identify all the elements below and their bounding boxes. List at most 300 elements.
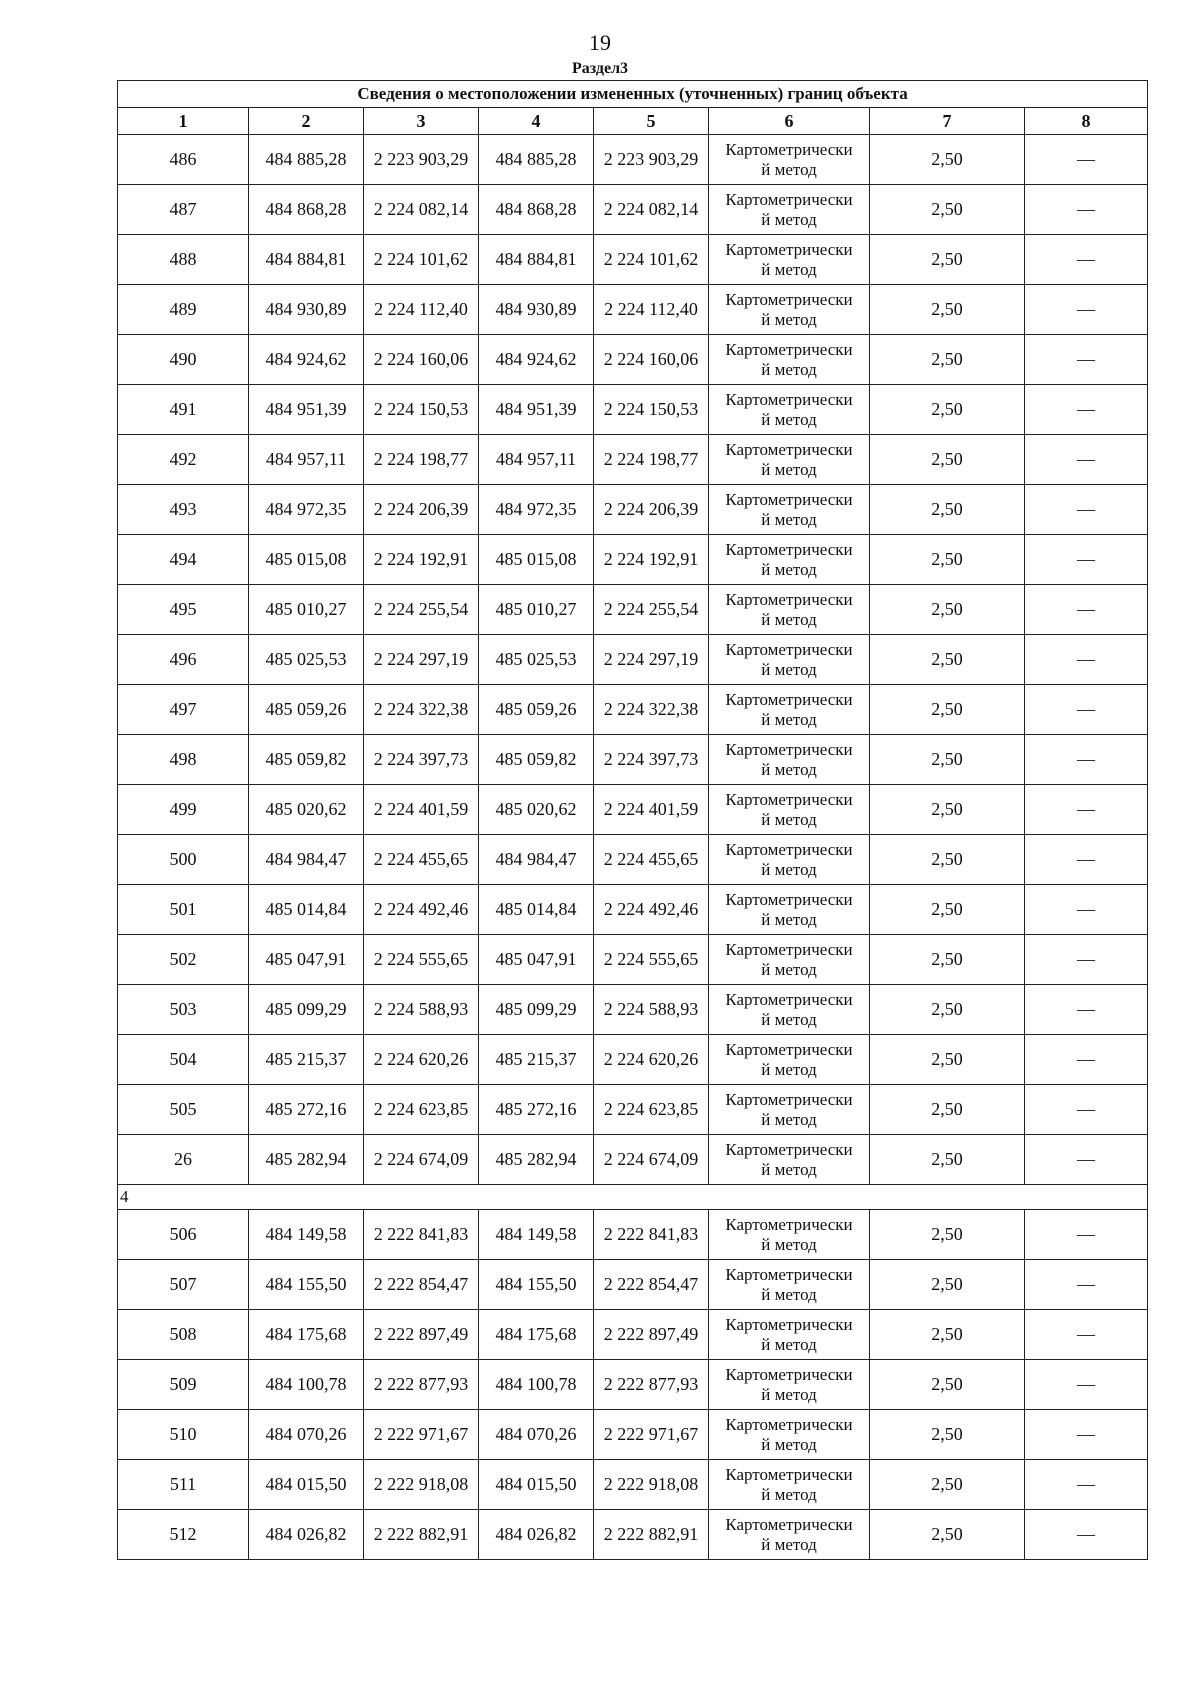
x-existing-cell: 485 272,16 (249, 1085, 364, 1135)
method-text-line1: Картометрически (725, 489, 853, 509)
x-existing-cell: 485 059,26 (249, 685, 364, 735)
accuracy-cell: 2,50 (870, 1510, 1025, 1560)
point-number-cell: 497 (118, 685, 249, 735)
method-text-line2: й метод (761, 1284, 817, 1304)
accuracy-cell: 2,50 (870, 1310, 1025, 1360)
method-text-line1: Картометрически (725, 1314, 853, 1334)
method-text-line2: й метод (761, 709, 817, 729)
method-cell (709, 1460, 870, 1510)
method-text-line2: й метод (761, 609, 817, 629)
accuracy-cell: 2,50 (870, 335, 1025, 385)
y-new-cell: 2 224 082,14 (594, 185, 709, 235)
method-text-line1: Картометрически (725, 989, 853, 1009)
point-number-cell: 510 (118, 1410, 249, 1460)
y-new-cell: 2 224 620,26 (594, 1035, 709, 1085)
method-text-line2: й метод (761, 509, 817, 529)
x-new-cell: 484 957,11 (479, 435, 594, 485)
table-row (118, 185, 1148, 235)
point-number-cell: 489 (118, 285, 249, 335)
method-text-line2: й метод (761, 1484, 817, 1504)
description-cell: — (1025, 1085, 1148, 1135)
y-existing-cell: 2 224 555,65 (364, 935, 479, 985)
method-text-line1: Картометрически (725, 839, 853, 859)
description-cell: — (1025, 535, 1148, 585)
method-cell (709, 535, 870, 585)
y-existing-cell: 2 224 623,85 (364, 1085, 479, 1135)
method-cell (709, 885, 870, 935)
method-text-line2: й метод (761, 759, 817, 779)
method-text-line2: й метод (761, 1159, 817, 1179)
point-number-cell: 490 (118, 335, 249, 385)
y-new-cell: 2 222 918,08 (594, 1460, 709, 1510)
point-number-cell: 492 (118, 435, 249, 485)
method-text-line1: Картометрически (725, 1139, 853, 1159)
section-title: Раздел3 (571, 60, 629, 77)
point-number-cell: 507 (118, 1260, 249, 1310)
x-existing-cell: 485 020,62 (249, 785, 364, 835)
method-cell (709, 1410, 870, 1460)
method-text-line2: й метод (761, 1059, 817, 1079)
method-cell (709, 1210, 870, 1260)
method-text-line2: й метод (761, 909, 817, 929)
accuracy-cell: 2,50 (870, 1135, 1025, 1185)
group-row (118, 1185, 1148, 1210)
method-text-line2: й метод (761, 1009, 817, 1029)
method-text-line1: Картометрически (725, 289, 853, 309)
table-row (118, 1085, 1148, 1135)
method-cell (709, 1510, 870, 1560)
column-header: 8 (1025, 108, 1148, 135)
table-row (118, 1460, 1148, 1510)
table-row (118, 1035, 1148, 1085)
x-existing-cell: 485 014,84 (249, 885, 364, 935)
y-existing-cell: 2 222 897,49 (364, 1310, 479, 1360)
point-number-cell: 495 (118, 585, 249, 635)
x-existing-cell: 484 175,68 (249, 1310, 364, 1360)
description-cell: — (1025, 485, 1148, 535)
y-existing-cell: 2 222 854,47 (364, 1260, 479, 1310)
x-new-cell: 484 884,81 (479, 235, 594, 285)
column-header: 2 (249, 108, 364, 135)
method-cell (709, 635, 870, 685)
description-cell: — (1025, 1410, 1148, 1460)
description-cell: — (1025, 285, 1148, 335)
accuracy-cell: 2,50 (870, 885, 1025, 935)
description-cell: — (1025, 685, 1148, 735)
point-number-cell: 496 (118, 635, 249, 685)
method-text-line1: Картометрически (725, 1264, 853, 1284)
y-existing-cell: 2 224 255,54 (364, 585, 479, 635)
table-row (118, 1260, 1148, 1310)
point-number-cell: 512 (118, 1510, 249, 1560)
table-row (118, 685, 1148, 735)
method-text-line1: Картометрически (725, 789, 853, 809)
accuracy-cell: 2,50 (870, 1035, 1025, 1085)
accuracy-cell: 2,50 (870, 985, 1025, 1035)
method-cell (709, 735, 870, 785)
description-cell: — (1025, 835, 1148, 885)
y-existing-cell: 2 224 082,14 (364, 185, 479, 235)
accuracy-cell: 2,50 (870, 235, 1025, 285)
table-caption-row (118, 81, 1148, 108)
x-new-cell: 485 015,08 (479, 535, 594, 585)
table-caption: Сведения о местоположении измененных (уточненных) границ объекта (118, 81, 1148, 108)
x-existing-cell: 484 149,58 (249, 1210, 364, 1260)
y-new-cell: 2 224 455,65 (594, 835, 709, 885)
y-existing-cell: 2 224 198,77 (364, 435, 479, 485)
point-number-cell: 498 (118, 735, 249, 785)
x-existing-cell: 484 984,47 (249, 835, 364, 885)
x-existing-cell: 484 868,28 (249, 185, 364, 235)
table-row (118, 285, 1148, 335)
accuracy-cell: 2,50 (870, 535, 1025, 585)
y-existing-cell: 2 222 882,91 (364, 1510, 479, 1560)
y-existing-cell: 2 224 206,39 (364, 485, 479, 535)
y-existing-cell: 2 224 401,59 (364, 785, 479, 835)
description-cell: — (1025, 385, 1148, 435)
description-cell: — (1025, 185, 1148, 235)
y-existing-cell: 2 224 455,65 (364, 835, 479, 885)
method-text-line1: Картометрически (725, 939, 853, 959)
description-cell: — (1025, 1310, 1148, 1360)
x-new-cell: 484 868,28 (479, 185, 594, 235)
table-row (118, 585, 1148, 635)
method-text-line2: й метод (761, 1334, 817, 1354)
x-new-cell: 485 099,29 (479, 985, 594, 1035)
method-text-line1: Картометрически (725, 139, 853, 159)
y-new-cell: 2 224 101,62 (594, 235, 709, 285)
point-number-cell: 506 (118, 1210, 249, 1260)
coordinates-table (117, 80, 1148, 1560)
method-text-line2: й метод (761, 409, 817, 429)
y-new-cell: 2 224 492,46 (594, 885, 709, 935)
x-existing-cell: 485 099,29 (249, 985, 364, 1035)
method-cell (709, 285, 870, 335)
accuracy-cell: 2,50 (870, 785, 1025, 835)
table-row (118, 1310, 1148, 1360)
x-existing-cell: 484 930,89 (249, 285, 364, 335)
table-row (118, 1410, 1148, 1460)
method-cell (709, 585, 870, 635)
x-existing-cell: 485 047,91 (249, 935, 364, 985)
method-text-line2: й метод (761, 159, 817, 179)
table-row (118, 1135, 1148, 1185)
table-row (118, 885, 1148, 935)
method-text-line1: Картометрически (725, 389, 853, 409)
y-new-cell: 2 222 854,47 (594, 1260, 709, 1310)
x-existing-cell: 484 015,50 (249, 1460, 364, 1510)
table-row (118, 935, 1148, 985)
y-new-cell: 2 224 322,38 (594, 685, 709, 735)
y-existing-cell: 2 224 322,38 (364, 685, 479, 735)
y-existing-cell: 2 224 101,62 (364, 235, 479, 285)
x-new-cell: 485 047,91 (479, 935, 594, 985)
method-text-line2: й метод (761, 659, 817, 679)
method-cell (709, 435, 870, 485)
method-text-line1: Картометрически (725, 1414, 853, 1434)
y-existing-cell: 2 224 150,53 (364, 385, 479, 435)
method-text-line2: й метод (761, 1534, 817, 1554)
x-existing-cell: 484 924,62 (249, 335, 364, 385)
x-existing-cell: 484 884,81 (249, 235, 364, 285)
method-cell (709, 385, 870, 435)
column-header: 7 (870, 108, 1025, 135)
point-number-cell: 500 (118, 835, 249, 885)
method-cell (709, 985, 870, 1035)
x-new-cell: 485 014,84 (479, 885, 594, 935)
y-existing-cell: 2 224 492,46 (364, 885, 479, 935)
x-existing-cell: 485 059,82 (249, 735, 364, 785)
method-text-line1: Картометрически (725, 1214, 853, 1234)
page-number: 19 (589, 30, 611, 55)
y-existing-cell: 2 222 841,83 (364, 1210, 479, 1260)
method-text-line1: Картометрически (725, 889, 853, 909)
description-cell: — (1025, 235, 1148, 285)
method-text-line1: Картометрически (725, 539, 853, 559)
accuracy-cell: 2,50 (870, 1360, 1025, 1410)
x-new-cell: 484 885,28 (479, 135, 594, 185)
y-new-cell: 2 224 401,59 (594, 785, 709, 835)
x-new-cell: 484 100,78 (479, 1360, 594, 1410)
method-cell (709, 235, 870, 285)
y-new-cell: 2 222 882,91 (594, 1510, 709, 1560)
method-text-line1: Картометрически (725, 589, 853, 609)
point-number-cell: 486 (118, 135, 249, 185)
accuracy-cell: 2,50 (870, 135, 1025, 185)
method-text-line1: Картометрически (725, 689, 853, 709)
y-new-cell: 2 224 623,85 (594, 1085, 709, 1135)
accuracy-cell: 2,50 (870, 1210, 1025, 1260)
y-new-cell: 2 222 897,49 (594, 1310, 709, 1360)
x-new-cell: 484 930,89 (479, 285, 594, 335)
y-new-cell: 2 223 903,29 (594, 135, 709, 185)
y-new-cell: 2 224 588,93 (594, 985, 709, 1035)
y-existing-cell: 2 224 160,06 (364, 335, 479, 385)
x-existing-cell: 484 972,35 (249, 485, 364, 535)
point-number-cell: 508 (118, 1310, 249, 1360)
x-existing-cell: 485 010,27 (249, 585, 364, 635)
method-cell (709, 135, 870, 185)
description-cell: — (1025, 635, 1148, 685)
method-text-line1: Картометрически (725, 239, 853, 259)
description-cell: — (1025, 1260, 1148, 1310)
y-new-cell: 2 222 971,67 (594, 1410, 709, 1460)
point-number-cell: 509 (118, 1360, 249, 1410)
description-cell: — (1025, 435, 1148, 485)
point-number-cell: 487 (118, 185, 249, 235)
x-existing-cell: 484 070,26 (249, 1410, 364, 1460)
x-new-cell: 485 059,26 (479, 685, 594, 735)
method-cell (709, 785, 870, 835)
table-row (118, 1510, 1148, 1560)
x-existing-cell: 484 026,82 (249, 1510, 364, 1560)
point-number-cell: 501 (118, 885, 249, 935)
table-row (118, 985, 1148, 1035)
x-new-cell: 484 951,39 (479, 385, 594, 435)
table-row (118, 335, 1148, 385)
point-number-cell: 26 (118, 1135, 249, 1185)
x-new-cell: 484 972,35 (479, 485, 594, 535)
description-cell: — (1025, 735, 1148, 785)
x-new-cell: 484 155,50 (479, 1260, 594, 1310)
description-cell: — (1025, 135, 1148, 185)
point-number-cell: 493 (118, 485, 249, 535)
method-cell (709, 1310, 870, 1360)
description-cell: — (1025, 1035, 1148, 1085)
x-existing-cell: 484 957,11 (249, 435, 364, 485)
point-number-cell: 491 (118, 385, 249, 435)
table-row (118, 1210, 1148, 1260)
accuracy-cell: 2,50 (870, 935, 1025, 985)
y-existing-cell: 2 224 588,93 (364, 985, 479, 1035)
x-existing-cell: 484 885,28 (249, 135, 364, 185)
x-existing-cell: 485 215,37 (249, 1035, 364, 1085)
y-new-cell: 2 224 112,40 (594, 285, 709, 335)
method-cell (709, 835, 870, 885)
x-new-cell: 485 025,53 (479, 635, 594, 685)
description-cell: — (1025, 935, 1148, 985)
method-text-line2: й метод (761, 1109, 817, 1129)
x-new-cell: 485 020,62 (479, 785, 594, 835)
table-row (118, 135, 1148, 185)
table-row (118, 1360, 1148, 1410)
table-row (118, 535, 1148, 585)
column-header: 1 (118, 108, 249, 135)
method-cell (709, 935, 870, 985)
group-label: 4 (118, 1185, 1148, 1210)
accuracy-cell: 2,50 (870, 1085, 1025, 1135)
description-cell: — (1025, 335, 1148, 385)
method-text-line1: Картометрически (725, 189, 853, 209)
point-number-cell: 499 (118, 785, 249, 835)
x-new-cell: 484 070,26 (479, 1410, 594, 1460)
method-cell (709, 335, 870, 385)
column-header: 4 (479, 108, 594, 135)
accuracy-cell: 2,50 (870, 1410, 1025, 1460)
y-new-cell: 2 224 555,65 (594, 935, 709, 985)
method-text-line1: Картометрически (725, 1364, 853, 1384)
method-text-line1: Картометрически (725, 1464, 853, 1484)
y-existing-cell: 2 222 877,93 (364, 1360, 479, 1410)
method-cell (709, 1085, 870, 1135)
x-new-cell: 484 984,47 (479, 835, 594, 885)
y-existing-cell: 2 224 297,19 (364, 635, 479, 685)
description-cell: — (1025, 985, 1148, 1035)
method-text-line2: й метод (761, 859, 817, 879)
description-cell: — (1025, 1360, 1148, 1410)
point-number-cell: 503 (118, 985, 249, 1035)
method-cell (709, 1035, 870, 1085)
y-new-cell: 2 224 150,53 (594, 385, 709, 435)
method-text-line1: Картометрически (725, 1089, 853, 1109)
method-text-line2: й метод (761, 459, 817, 479)
method-cell (709, 1360, 870, 1410)
point-number-cell: 502 (118, 935, 249, 985)
method-cell (709, 1135, 870, 1185)
method-text-line2: й метод (761, 359, 817, 379)
accuracy-cell: 2,50 (870, 385, 1025, 435)
y-existing-cell: 2 224 674,09 (364, 1135, 479, 1185)
y-existing-cell: 2 222 971,67 (364, 1410, 479, 1460)
y-new-cell: 2 222 877,93 (594, 1360, 709, 1410)
point-number-cell: 504 (118, 1035, 249, 1085)
method-text-line1: Картометрически (725, 339, 853, 359)
accuracy-cell: 2,50 (870, 835, 1025, 885)
method-text-line2: й метод (761, 959, 817, 979)
accuracy-cell: 2,50 (870, 1460, 1025, 1510)
table-row (118, 635, 1148, 685)
method-text-line2: й метод (761, 1234, 817, 1254)
y-existing-cell: 2 224 397,73 (364, 735, 479, 785)
method-cell (709, 1260, 870, 1310)
description-cell: — (1025, 1135, 1148, 1185)
description-cell: — (1025, 585, 1148, 635)
accuracy-cell: 2,50 (870, 735, 1025, 785)
accuracy-cell: 2,50 (870, 185, 1025, 235)
table-row (118, 835, 1148, 885)
point-number-cell: 488 (118, 235, 249, 285)
method-text-line1: Картометрически (725, 1514, 853, 1534)
x-new-cell: 484 149,58 (479, 1210, 594, 1260)
x-existing-cell: 484 100,78 (249, 1360, 364, 1410)
x-existing-cell: 485 025,53 (249, 635, 364, 685)
x-new-cell: 484 924,62 (479, 335, 594, 385)
table-row (118, 235, 1148, 285)
y-new-cell: 2 224 397,73 (594, 735, 709, 785)
y-new-cell: 2 224 206,39 (594, 485, 709, 535)
description-cell: — (1025, 785, 1148, 835)
method-text-line1: Картометрически (725, 639, 853, 659)
column-header-row (118, 108, 1148, 135)
method-text-line1: Картометрически (725, 1039, 853, 1059)
y-new-cell: 2 224 198,77 (594, 435, 709, 485)
accuracy-cell: 2,50 (870, 485, 1025, 535)
y-existing-cell: 2 222 918,08 (364, 1460, 479, 1510)
accuracy-cell: 2,50 (870, 435, 1025, 485)
accuracy-cell: 2,50 (870, 285, 1025, 335)
x-existing-cell: 484 951,39 (249, 385, 364, 435)
accuracy-cell: 2,50 (870, 635, 1025, 685)
table-row (118, 385, 1148, 435)
point-number-cell: 511 (118, 1460, 249, 1510)
y-new-cell: 2 222 841,83 (594, 1210, 709, 1260)
method-text-line1: Картометрически (725, 439, 853, 459)
table-row (118, 485, 1148, 535)
description-cell: — (1025, 1460, 1148, 1510)
method-text-line2: й метод (761, 1384, 817, 1404)
column-header: 5 (594, 108, 709, 135)
point-number-cell: 505 (118, 1085, 249, 1135)
method-text-line2: й метод (761, 259, 817, 279)
method-cell (709, 685, 870, 735)
table-row (118, 735, 1148, 785)
description-cell: — (1025, 1510, 1148, 1560)
point-number-cell: 494 (118, 535, 249, 585)
x-new-cell: 485 059,82 (479, 735, 594, 785)
accuracy-cell: 2,50 (870, 585, 1025, 635)
method-text-line2: й метод (761, 309, 817, 329)
method-text-line2: й метод (761, 209, 817, 229)
table-row (118, 785, 1148, 835)
table-row (118, 435, 1148, 485)
method-cell (709, 485, 870, 535)
x-existing-cell: 484 155,50 (249, 1260, 364, 1310)
accuracy-cell: 2,50 (870, 1260, 1025, 1310)
x-new-cell: 484 015,50 (479, 1460, 594, 1510)
column-header: 3 (364, 108, 479, 135)
x-new-cell: 484 175,68 (479, 1310, 594, 1360)
x-new-cell: 485 215,37 (479, 1035, 594, 1085)
